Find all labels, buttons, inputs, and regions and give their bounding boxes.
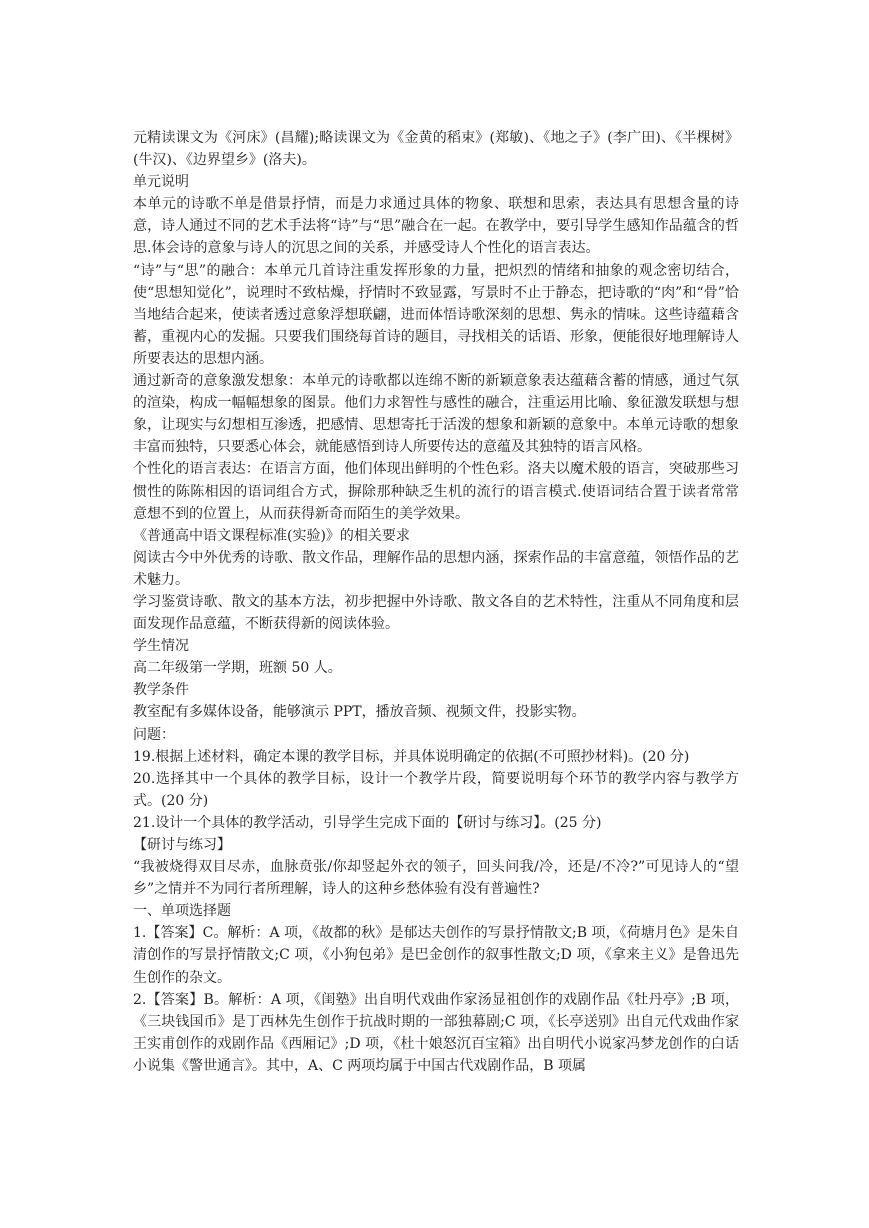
paragraph-unit-texts: 元精读课文为《河床》(昌耀);略读课文为《金黄的稻束》(郑敏)、《地之子》(李广田)、《半棵树》(牛汉)、《边界望乡》(洛夫)。 bbox=[133, 130, 739, 169]
paragraph-teaching-conditions: 教室配有多媒体设备，能够演示 PPT，播放音频、视频文件，投影实物。 bbox=[133, 704, 586, 721]
question-21: 21.设计一个具体的教学活动，引导学生完成下面的【研讨与练习】。(25 分) bbox=[133, 814, 602, 831]
heading-single-choice: 一、单项选择题 bbox=[133, 903, 231, 920]
document-body bbox=[133, 127, 739, 1077]
heading-discussion-practice: 【研讨与练习】 bbox=[133, 837, 231, 853]
paragraph-imagery: 通过新奇的意象激发想象：本单元的诗歌都以连绵不断的新颖意象表达蕴藉含蓄的情感，通过气氛的渲染，构成一幅幅想象的图景。他们力求智性与感性的融合，注重运用比喻、象征激发联想与想象，让现实与幻想相互渗透，把感情、思想寄托于活泼的想象和新颖的意象中。本单元诗歌的想象丰富而独特，只要悉心体会，就能感悟到诗人所要传达的意蕴及其独特的语言风格。 bbox=[133, 373, 739, 456]
paragraph-standard-2: 学习鉴赏诗歌、散文的基本方法，初步把握中外诗歌、散文各自的艺术特性，注重从不同角度和层面发现作品意蕴，不断获得新的阅读体验。 bbox=[133, 593, 739, 633]
paragraph-unit-overview: 本单元的诗歌不单是借景抒情，而是力求通过具体的物象、联想和思索，表达具有思想含量的诗意，诗人通过不同的艺术手法将“诗”与“思”融合在一起。在教学中，要引导学生感知作品蕴含的哲思.体会诗的意象与诗人的沉思之间的关系，并感受诗人个性化的语言表达。 bbox=[133, 196, 739, 257]
heading-teaching-conditions: 教学条件 bbox=[133, 682, 189, 699]
answer-1: 1.【答案】C。解析：A 项，《故都的秋》是郁达夫创作的写景抒情散文;B 项，《荷塘月色》是朱自清创作的写景抒情散文;C 项，《小狗包弟》是巴金创作的叙事性散文;D 项，《拿来主义》是鲁迅先生创作的杂文。 bbox=[133, 925, 739, 986]
heading-questions: 问题： bbox=[133, 726, 175, 743]
paragraph-poetry-thought: “诗”与“思”的融合：本单元几首诗注重发挥形象的力量，把炽烈的情绪和抽象的观念密切结合，使“思想知觉化”，说理时不致枯燥，抒情时不致显露，写景时不止于静态，把诗歌的“肉”和“骨”恰当地结合起来，使读者透过意象浮想联翩，进而体悟诗歌深刻的思想、隽永的情味。这些诗蕴藉含蓄，重视内心的发掘。只要我们围绕每首诗的题目，寻找相关的话语、形象，便能很好地理解诗人所要表达的思想内涵。 bbox=[133, 262, 739, 367]
question-20: 20.选择其中一个具体的教学目标，设计一个教学片段，简要说明每个环节的教学内容与教学方式。(20 分) bbox=[133, 770, 739, 809]
paragraph-discussion-quote: “我被烧得双目尽赤，血脉贲张/你却竖起外衣的领子，回头问我/冷，还是/不冷?”可见诗人的“望乡”之情并不为同行者所理解，诗人的这种乡愁体验有没有普遍性? bbox=[133, 859, 739, 898]
question-19: 19.根据上述材料，确定本课的教学目标，并具体说明确定的依据(不可照抄材料)。(20 分) bbox=[133, 748, 690, 765]
answer-2: 2.【答案】B。解析：A 项，《闺塾》出自明代戏曲作家汤显祖创作的戏剧作品《牡丹亭》;B 项，《三块钱国币》是丁西林先生创作于抗战时期的一部独幕剧;C 项，《长亭送别》出自元代戏曲作家王实甫创作的戏剧作品《西厢记》;D 项，《杜十娘怒沉百宝箱》出自明代小说家冯梦龙创作的白话小说集《警世通言》。其中，A、C 两项均属于中国古代戏剧作品，B 项属 bbox=[133, 991, 739, 1074]
paragraph-student-situation: 高二年级第一学期，班额 50 人。 bbox=[133, 660, 342, 677]
heading-unit-description: 单元说明 bbox=[133, 174, 189, 191]
paragraph-standard-1: 阅读古今中外优秀的诗歌、散文作品，理解作品的思想内涵，探索作品的丰富意蕴，领悟作品的艺术魅力。 bbox=[133, 549, 739, 588]
heading-student-situation: 学生情况 bbox=[133, 638, 189, 655]
paragraph-language: 个性化的语言表达：在语言方面，他们体现出鲜明的个性色彩。洛夫以魔术般的语言，突破那些习惯性的陈陈相因的语词组合方式，摒除那种缺乏生机的流行的语言模式.使语词结合置于读者常常意想不到的位置上，从而获得新奇而陌生的美学效果。 bbox=[133, 461, 739, 522]
heading-curriculum-standard: 《普通高中语文课程标准(实验)》的相关要求 bbox=[133, 527, 410, 544]
